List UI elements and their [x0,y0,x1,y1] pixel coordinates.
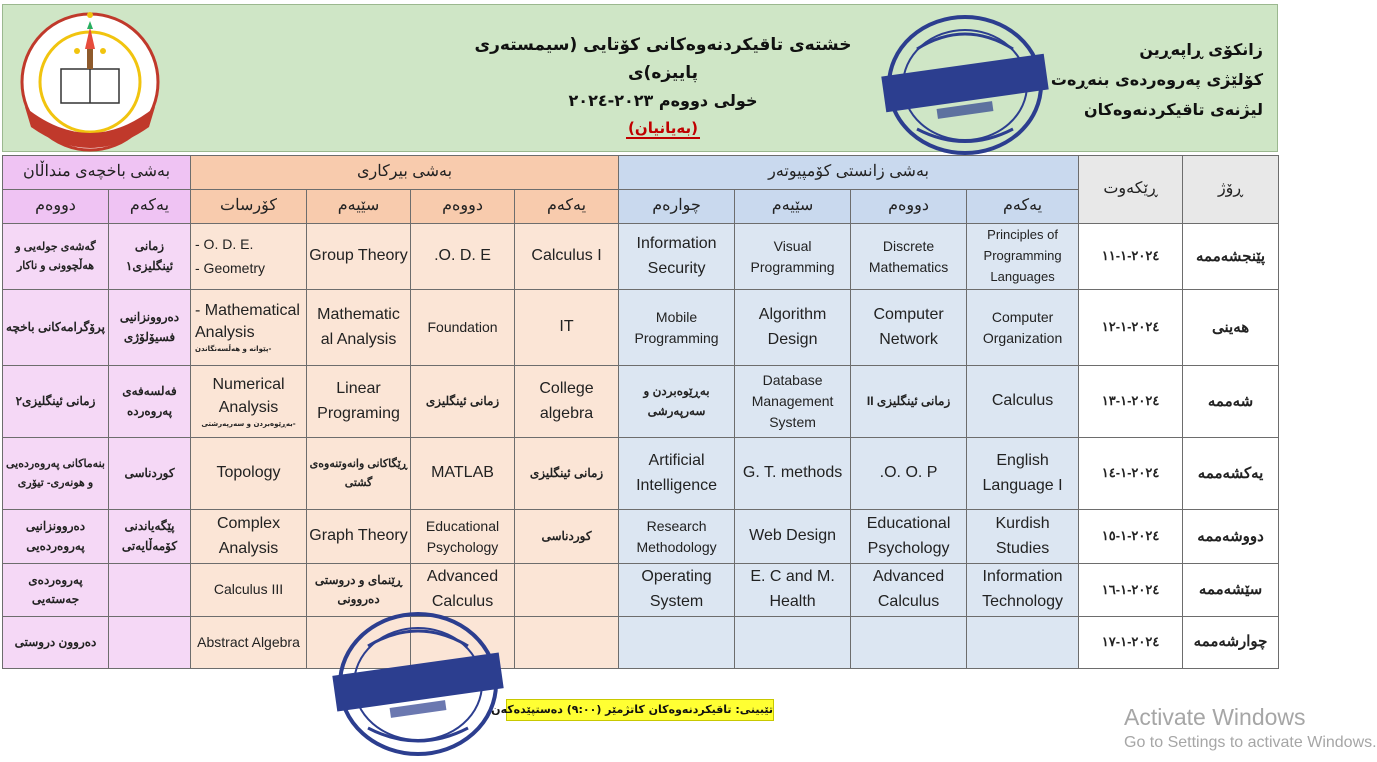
cs-stage1-cell [967,616,1079,668]
official-stamp-bottom [328,604,508,760]
university-name: زانکۆی ڕاپەڕین [1139,40,1263,59]
math-courses-cell: Complex Analysis [191,510,307,564]
course-line: -پێوانە و هەڵسەنگاندن [195,345,272,354]
kg-stage1-cell: زمانی ئینگلیزی١ [109,224,191,290]
kg-stage2-cell: زمانی ئینگلیزی٢ [3,366,109,438]
math-stage1-cell: IT [515,290,619,366]
activate-windows-watermark [1124,703,1377,755]
watermark-title: Activate Windows [1124,704,1306,730]
table-row [3,616,1279,668]
kg-stage1-cell: فەلسەفەی پەروەردە [109,366,191,438]
math-stage1-cell [515,616,619,668]
math-stage2-header: دووەم [411,190,515,224]
math-stage1-header: یەکەم [515,190,619,224]
kg-stage2-header: دووەم [3,190,109,224]
cs-stage2-cell: Discrete Mathematics [851,224,967,290]
kg-stage2-cell: بنەماکانی پەروەردەیی و هونەری- تیۆری [3,438,109,510]
math-stage2-cell: Advanced Calculus [411,564,515,617]
course-line: -بەڕێوەبردن و سەرپەرشتی [201,420,296,429]
date-cell: ٢٠٢٤-١-١٦ [1079,564,1183,617]
math-stage1-cell: College algebra [515,366,619,438]
cs-stage4-cell: Information Security [619,224,735,290]
exam-schedule-table [2,155,1279,669]
math-courses-cell: Abstract Algebra [191,616,307,668]
cs-stage4-cell: Operating System [619,564,735,617]
math-stage1-cell: زمانی ئینگلیزی [515,438,619,510]
kg-stage2-cell: پەروەردەی جەستەیی [3,564,109,617]
math-stage2-cell: O. D. E. [411,224,515,290]
cs-stage4-cell: Research Methodology [619,510,735,564]
day-cell: یەکشەممە [1183,438,1279,510]
kg-stage1-header: یەکەم [109,190,191,224]
table-row [3,290,1279,366]
cs-stage1-cell: Calculus [967,366,1079,438]
math-courses-cell: Calculus III [191,564,307,617]
kg-stage1-cell: کوردناسی [109,438,191,510]
cs-stage2-cell: Advanced Calculus [851,564,967,617]
table-row [3,564,1279,617]
cs-stage3-cell: Web Design [735,510,851,564]
course-line: - O. D. E. [195,235,254,252]
kg-stage2-cell: گەشەی جولەیی و هەڵچوونی و ناکار [3,224,109,290]
math-stage1-cell: کوردناسی [515,510,619,564]
kindergarten-department-header: بەشی باخچەی منداڵان [3,156,191,190]
cs-stage2-cell: Computer Network [851,290,967,366]
kg-stage1-cell [109,616,191,668]
committee-name: لیژنەی تاقیکردنەوەکان [1084,100,1263,119]
date-cell: ٢٠٢٤-١-١٤ [1079,438,1183,510]
math-stage3-cell: Linear Programing [307,366,411,438]
kg-stage2-cell: دەروونزانیی پەروەردەیی [3,510,109,564]
day-cell: دووشەممە [1183,510,1279,564]
date-cell: ٢٠٢٤-١-١٣ [1079,366,1183,438]
university-logo [17,9,163,155]
kg-stage2-cell: دەروون دروستی [3,616,109,668]
kg-stage2-cell: پرۆگرامەکانی باخچە [3,290,109,366]
date-column-header: ڕێکەوت [1079,156,1183,224]
cs-stage3-cell: Algorithm Design [735,290,851,366]
kg-stage1-cell: دەروونزانیی فسیۆلۆژی [109,290,191,366]
cs-stage1-cell: Computer Organization [967,290,1079,366]
cs-stage2-cell: Educational Psychology [851,510,967,564]
kg-stage1-cell [109,564,191,617]
cs-stage1-header: یەکەم [967,190,1079,224]
course-line: - Mathematical Analysis [195,301,300,342]
day-cell: پێنجشەممە [1183,224,1279,290]
schedule-title-block [443,31,883,139]
official-stamp [877,9,1053,161]
cs-stage3-cell: E. C and M. Health [735,564,851,617]
math-stage2-cell: Foundation [411,290,515,366]
cs-stage1-cell: Information Technology [967,564,1079,617]
cs-stage3-cell: Database Management System [735,366,851,438]
date-cell: ٢٠٢٤-١-١٢ [1079,290,1183,366]
math-stage1-cell [515,564,619,617]
cs-stage2-cell: O. O. P. [851,438,967,510]
cs-stage3-header: سێیەم [735,190,851,224]
math-stage2-cell: MATLAB [411,438,515,510]
cs-stage2-cell: زمانی ئینگلیزی II [851,366,967,438]
course-line: - Geometry [195,259,266,276]
math-courses-cell: Topology [191,438,307,510]
day-cell: شەممە [1183,366,1279,438]
schedule-round: خولی دووەم ٢٠٢٣-٢٠٢٤ [568,91,758,110]
date-cell: ٢٠٢٤-١-١١ [1079,224,1183,290]
math-courses-cell [191,290,307,366]
table-row [3,366,1279,438]
math-stage2-cell: زمانی ئینگلیزی [411,366,515,438]
schedule-branch: (بەیانیان) [628,119,698,137]
math-courses-header: کۆرسات [191,190,307,224]
cs-stage1-cell: English Language I [967,438,1079,510]
cs-stage1-cell: Kurdish Studies [967,510,1079,564]
math-stage3-cell: ڕێنمای و دروستی دەروونی [307,564,411,617]
math-stage3-cell: Group Theory [307,224,411,290]
cs-stage2-cell [851,616,967,668]
day-cell: چوارشەممە [1183,616,1279,668]
cs-stage4-cell: Mobile Programming [619,290,735,366]
math-department-header: بەشی بیرکاری [191,156,619,190]
cs-stage2-header: دووەم [851,190,967,224]
document-header [2,4,1278,152]
math-stage1-cell: Calculus I [515,224,619,290]
table-row [3,224,1279,290]
day-cell: هەینی [1183,290,1279,366]
math-courses-cell [191,224,307,290]
math-courses-cell [191,366,307,438]
cs-stage4-cell: بەڕێوەبردن و سەرپەرشی [619,366,735,438]
watermark-subtitle: Go to Settings to activate Windows. [1124,734,1377,751]
day-column-header: ڕۆژ [1183,156,1279,224]
cs-stage4-cell: Artificial Intelligence [619,438,735,510]
course-line: Numerical Analysis [212,375,285,417]
math-stage3-header: سێیەم [307,190,411,224]
cs-stage3-cell [735,616,851,668]
date-cell: ٢٠٢٤-١-١٥ [1079,510,1183,564]
schedule-title: خشتەی تاقیکردنەوەکانی کۆتایی (سیمستەری پاییزە)ی [474,35,852,83]
table-row [3,438,1279,510]
cs-stage4-header: چوارەم [619,190,735,224]
date-cell: ٢٠٢٤-١-١٧ [1079,616,1183,668]
cs-stage4-cell [619,616,735,668]
cs-stage3-cell: Visual Programming [735,224,851,290]
math-stage3-cell: Mathematic al Analysis [307,290,411,366]
exam-time-note: تێبینی: تاقیکردنەوەکان کاتژمێر (٩:٠٠) دەستپێدەکەن. [506,699,774,721]
kg-stage1-cell: پێگەیاندنی کۆمەڵایەتی [109,510,191,564]
math-stage2-cell: Educational Psychology [411,510,515,564]
cs-stage3-cell: G. T. methods [735,438,851,510]
college-name: کۆلێژی پەروەردەی بنەڕەت [1050,70,1263,89]
math-stage3-cell: Graph Theory [307,510,411,564]
day-cell: سێشەممە [1183,564,1279,617]
math-stage3-cell: ڕێگاکانی وانەوتنەوەی گشتی [307,438,411,510]
cs-department-header: بەشی زانستی کۆمپیوتەر [619,156,1079,190]
table-row [3,510,1279,564]
cs-stage1-cell: Principles of Programming Languages [967,224,1079,290]
